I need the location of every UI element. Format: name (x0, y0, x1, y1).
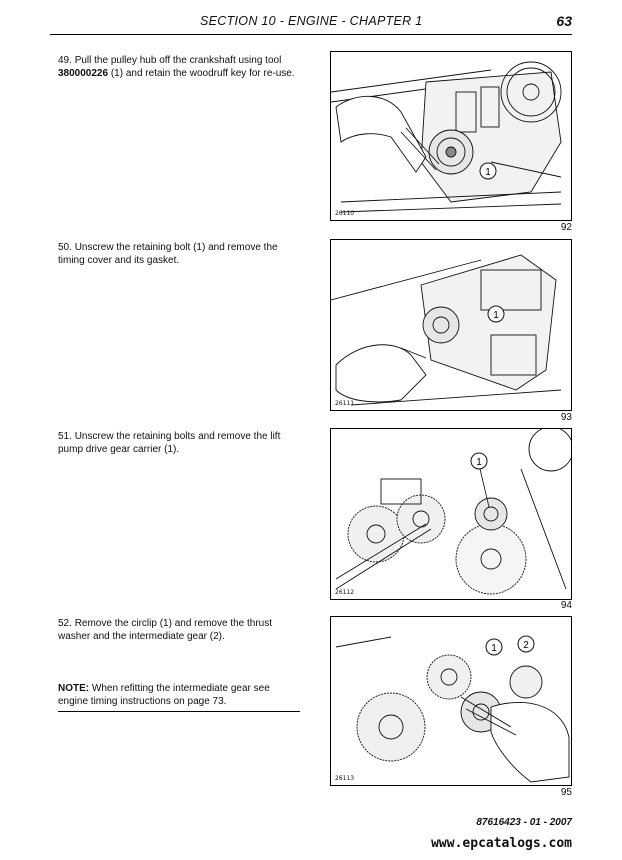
svg-text:1: 1 (485, 167, 491, 178)
figure-number: 95 (560, 787, 572, 798)
figure-code: 26112 (335, 589, 355, 596)
note (58, 682, 300, 712)
callout-1 (486, 639, 502, 655)
intermediate-gear-drawing (331, 617, 571, 785)
svg-text:1: 1 (476, 457, 482, 468)
figure-94-illustration (330, 428, 572, 600)
callout-1 (471, 453, 487, 469)
callout-1 (488, 306, 504, 322)
gear-carrier-drawing (331, 429, 571, 599)
website-link[interactable]: www.epcatalogs.com (431, 836, 572, 851)
timing-cover-drawing (331, 240, 571, 410)
engine-pulley-hub-drawing (331, 52, 571, 220)
figure-code: 26110 (335, 210, 355, 217)
page-header (50, 10, 572, 35)
figure-number: 93 (560, 412, 572, 423)
tool-number: 380000226 (58, 67, 109, 79)
step-text: Unscrew the retaining bolt (1) and remove the timing cover and its gasket. (58, 242, 278, 266)
figure-number: 94 (560, 600, 572, 611)
svg-text:2: 2 (523, 640, 529, 651)
figure-code: 26111 (335, 400, 355, 407)
step-number: 50. (58, 242, 72, 253)
page-number: 63 (556, 13, 572, 29)
note-text: When refitting the intermediate gear see engine timing instructions on page 73. (58, 683, 270, 707)
step-number: 52. (58, 618, 72, 629)
step-number: 49. (58, 55, 72, 66)
step-51 (58, 431, 300, 456)
step-number: 51. (58, 431, 72, 442)
note-label: NOTE: (58, 683, 90, 694)
callout-1 (480, 163, 496, 179)
document-code: 87616423 - 01 - 2007 (476, 817, 572, 828)
figure-95-illustration (330, 616, 572, 786)
step-50 (58, 242, 300, 267)
step-text: (1) and retain the woodruff key for re-use. (108, 67, 295, 79)
figure-92-illustration (330, 51, 572, 221)
step-52 (58, 618, 300, 643)
step-text: Remove the circlip (1) and remove the thrust washer and the intermediate gear (2). (58, 618, 272, 642)
svg-text:1: 1 (491, 643, 497, 654)
figure-93-illustration (330, 239, 572, 411)
step-text: Unscrew the retaining bolts and remove the lift pump drive gear carrier (1). (58, 431, 281, 455)
step-text: Pull the pulley hub off the crankshaft using tool (74, 55, 282, 66)
figure-code: 26113 (335, 775, 355, 782)
step-49 (58, 55, 300, 80)
section-title: SECTION 10 - ENGINE - CHAPTER 1 (200, 14, 423, 28)
figure-number: 92 (560, 222, 572, 233)
callout-2 (518, 636, 534, 652)
svg-text:1: 1 (493, 310, 499, 321)
